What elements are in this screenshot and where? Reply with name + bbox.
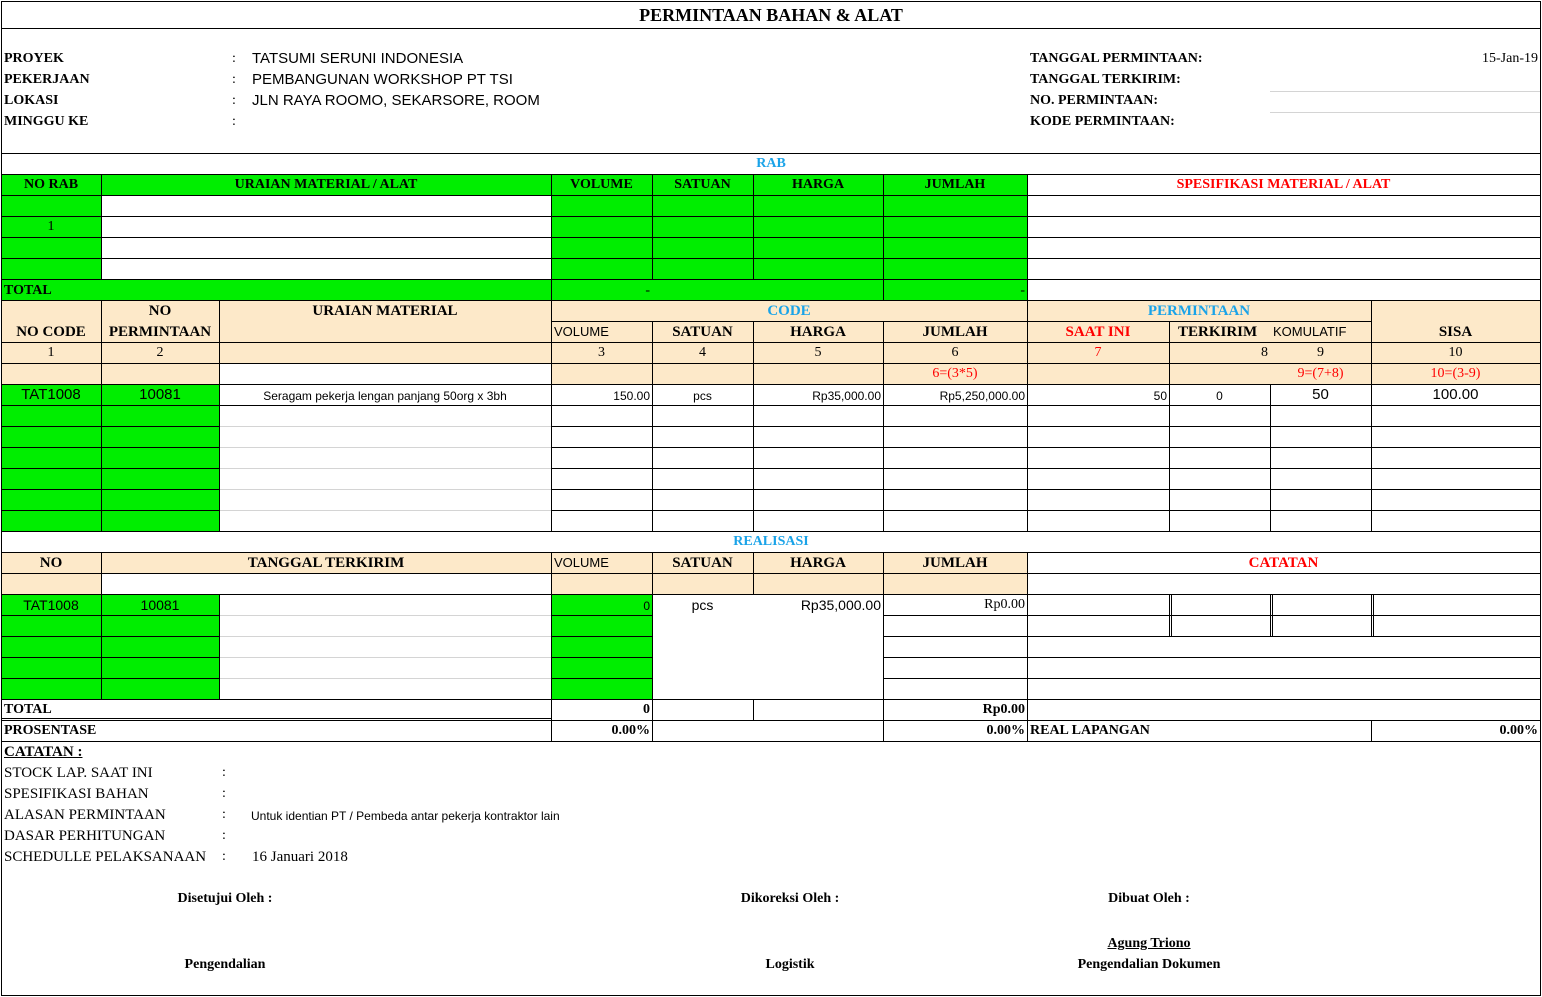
code-row-code: TAT1008 <box>21 386 81 403</box>
formula-6: 6=(3*5) <box>932 366 978 381</box>
realisasi-header-no: NO <box>39 555 63 571</box>
code-row-jumlah: Rp5,250,000.00 <box>939 389 1025 403</box>
rab-row-no: 1 <box>47 219 55 234</box>
code-row-satuan: pcs <box>693 389 712 403</box>
code-row-uraian: Seragam pekerja lengan panjang 50org x 3bh <box>263 389 507 403</box>
dikoreksi-role: Logistik <box>765 957 815 972</box>
dasar-label: DASAR PERHITUNGAN <box>4 828 166 844</box>
dasar-colon: : <box>222 828 226 843</box>
real-lapangan-label: REAL LAPANGAN <box>1030 723 1150 738</box>
realisasi-total-jumlah: Rp0.00 <box>982 702 1025 717</box>
realisasi-row-satuan: pcs <box>691 597 714 613</box>
code-header-no-line2: PERMINTAAN <box>108 324 212 340</box>
minggu-colon: : <box>232 114 236 129</box>
realisasi-header-satuan: SATUAN <box>672 555 733 571</box>
alasan-value: Untuk identian PT / Pembeda antar pekerja kontraktor lain <box>251 809 560 823</box>
alasan-colon: : <box>222 807 226 822</box>
code-header-sisa: SISA <box>1438 324 1473 340</box>
realisasi-row-code: TAT1008 <box>23 597 79 613</box>
spesifikasi-label: SPESIFIKASI BAHAN <box>4 786 149 802</box>
col-num-3: 3 <box>598 345 605 360</box>
schedule-value: 16 Januari 2018 <box>252 849 348 865</box>
rab-total-jumlah: - <box>1020 283 1025 298</box>
col-num-2: 2 <box>156 345 164 360</box>
stock-colon: : <box>222 765 226 780</box>
minggu-label: MINGGU KE <box>4 114 89 129</box>
col-num-6: 6 <box>951 345 959 360</box>
code-header-no-code: NO CODE <box>16 324 86 340</box>
col-num-5: 5 <box>814 345 822 360</box>
realisasi-row-no: 10081 <box>140 597 180 613</box>
realisasi-row-harga: Rp35,000.00 <box>800 597 881 613</box>
kode-permintaan-label: KODE PERMINTAAN: <box>1030 114 1175 129</box>
prosentase-volume: 0.00% <box>611 723 650 738</box>
disetujui-label: Disetujui Oleh : <box>177 891 273 906</box>
rab-total-volume: - <box>645 283 650 298</box>
real-lapangan-value: 0.00% <box>1499 723 1538 738</box>
realisasi-total-label: TOTAL <box>4 702 52 717</box>
lokasi-colon: : <box>232 93 236 108</box>
code-row-komulatif: 50 <box>1312 386 1329 403</box>
disetujui-role: Pengendalian <box>184 957 266 972</box>
rab-header-satuan: SATUAN <box>674 177 731 192</box>
realisasi-header-jumlah: JUMLAH <box>922 555 988 571</box>
tanggal-permintaan-label: TANGGAL PERMINTAAN: <box>1030 51 1203 66</box>
realisasi-header-volume: VOLUME <box>554 555 609 570</box>
dibuat-role: Pengendalian Dokumen <box>1077 957 1221 972</box>
rab-header-spesifikasi: SPESIFIKASI MATERIAL / ALAT <box>1176 177 1391 192</box>
dibuat-name: Agung Triono <box>1107 936 1191 951</box>
code-header-satuan: SATUAN <box>672 324 733 340</box>
proyek-value: TATSUMI SERUNI INDONESIA <box>252 50 464 67</box>
lokasi-value: JLN RAYA ROOMO, SEKARSORE, ROOM <box>252 92 540 109</box>
code-row-volume: 150.00 <box>613 389 650 403</box>
stock-label: STOCK LAP. SAAT INI <box>4 765 153 781</box>
col-num-10: 10 <box>1448 345 1463 360</box>
code-header-permintaan: PERMINTAAN <box>1147 303 1251 319</box>
realisasi-header-harga: HARGA <box>790 555 846 571</box>
formula-9: 9=(7+8) <box>1297 366 1344 381</box>
rab-header-no: NO RAB <box>23 177 79 192</box>
dibuat-label: Dibuat Oleh : <box>1108 891 1190 906</box>
schedule-colon: : <box>222 849 226 864</box>
realisasi-total-volume: 0 <box>643 702 650 717</box>
code-row-no: 10081 <box>139 386 181 403</box>
pekerjaan-label: PEKERJAAN <box>4 72 90 87</box>
page-title: PERMINTAAN BAHAN & ALAT <box>639 5 903 25</box>
realisasi-header-tanggal: TANGGAL TERKIRIM <box>247 555 405 571</box>
col-num-7: 7 <box>1094 345 1102 360</box>
col-num-9: 9 <box>1317 345 1324 360</box>
prosentase-jumlah: 0.00% <box>986 723 1025 738</box>
rab-header-uraian: URAIAN MATERIAL / ALAT <box>234 177 418 192</box>
rab-header-harga: HARGA <box>791 177 845 192</box>
code-header-saat-ini: SAAT INI <box>1065 324 1131 340</box>
tanggal-permintaan-value: 15-Jan-19 <box>1482 51 1538 66</box>
proyek-colon: : <box>232 51 236 66</box>
rab-title: RAB <box>756 156 786 171</box>
spesifikasi-colon: : <box>222 786 226 801</box>
code-header-komulatif: KOMULATIF <box>1273 324 1347 339</box>
code-header-harga: HARGA <box>790 324 846 340</box>
lokasi-label: LOKASI <box>4 93 59 108</box>
rab-header-jumlah: JUMLAH <box>924 177 986 192</box>
pekerjaan-colon: : <box>232 72 236 87</box>
code-header-volume: VOLUME <box>554 324 609 339</box>
rab-header-volume: VOLUME <box>570 177 633 192</box>
schedule-label: SCHEDULLE PELAKSANAAN <box>4 849 207 865</box>
code-row-sisa: 100.00 <box>1432 386 1479 403</box>
realisasi-row-jumlah: Rp0.00 <box>984 597 1025 612</box>
proyek-label: PROYEK <box>4 51 64 66</box>
formula-10: 10=(3-9) <box>1430 366 1481 381</box>
code-row-terkirim: 0 <box>1216 389 1223 403</box>
code-header-terkirim: TERKIRIM <box>1178 324 1258 340</box>
realisasi-title: REALISASI <box>733 534 809 549</box>
code-header-uraian: URAIAN MATERIAL <box>312 303 458 319</box>
code-header-no-line1: NO <box>148 303 172 319</box>
pekerjaan-value: PEMBANGUNAN WORKSHOP PT TSI <box>252 71 513 88</box>
realisasi-header-catatan: CATATAN <box>1248 555 1319 571</box>
dikoreksi-label: Dikoreksi Oleh : <box>740 891 840 906</box>
prosentase-label: PROSENTASE <box>4 723 97 738</box>
tanggal-terkirim-label: TANGGAL TERKIRIM: <box>1030 72 1181 87</box>
code-header-jumlah: JUMLAH <box>922 324 988 340</box>
rab-total-label: TOTAL <box>4 283 52 298</box>
code-row-harga: Rp35,000.00 <box>812 389 881 403</box>
col-num-4: 4 <box>699 345 706 360</box>
no-permintaan-label: NO. PERMINTAAN: <box>1030 93 1159 108</box>
col-num-8: 8 <box>1261 345 1268 360</box>
code-header-code: CODE <box>767 303 811 319</box>
realisasi-row-volume: 0 <box>643 599 650 613</box>
alasan-label: ALASAN PERMINTAAN <box>4 807 166 823</box>
col-num-1: 1 <box>47 345 55 360</box>
code-row-saat-ini: 50 <box>1153 389 1167 403</box>
notes-title: CATATAN : <box>4 744 83 760</box>
